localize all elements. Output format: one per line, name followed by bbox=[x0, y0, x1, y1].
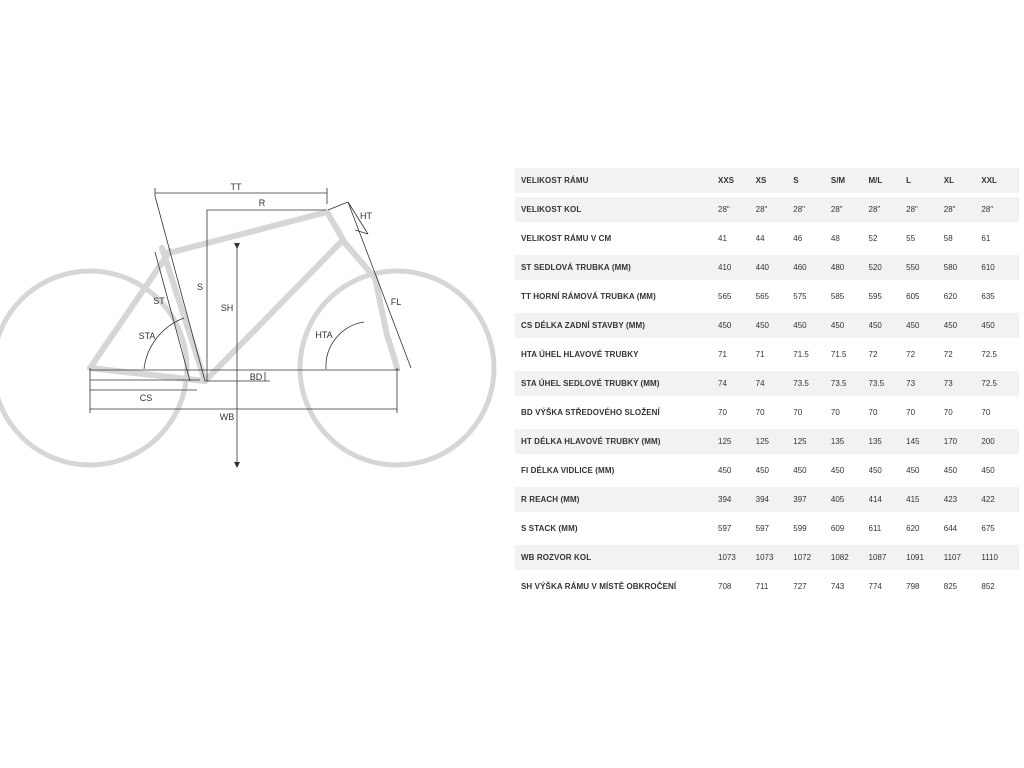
table-cell: 774 bbox=[869, 572, 907, 601]
table-cell: 450 bbox=[869, 311, 907, 340]
table-cell: 135 bbox=[831, 427, 869, 456]
label-bd: BD bbox=[249, 372, 263, 382]
row-label: HT DÉLKA HLAVOVÉ TRUBKY (MM) bbox=[515, 427, 718, 456]
table-cell: 1082 bbox=[831, 543, 869, 572]
table-cell: 1072 bbox=[793, 543, 831, 572]
geometry-table-body bbox=[515, 195, 1019, 601]
table-cell: 644 bbox=[944, 514, 982, 543]
table-cell: 620 bbox=[906, 514, 944, 543]
table-row bbox=[515, 340, 1019, 369]
size-header: XL bbox=[944, 168, 982, 195]
table-cell: 620 bbox=[944, 282, 982, 311]
table-cell: 72.5 bbox=[981, 340, 1019, 369]
table-cell: 70 bbox=[944, 398, 982, 427]
table-cell: 708 bbox=[718, 572, 756, 601]
table-cell: 70 bbox=[869, 398, 907, 427]
label-fl: FL bbox=[390, 297, 402, 307]
table-cell: 52 bbox=[869, 224, 907, 253]
table-cell: 480 bbox=[831, 253, 869, 282]
table-cell: 597 bbox=[718, 514, 756, 543]
row-label: CS DÉLKA ZADNÍ STAVBY (MM) bbox=[515, 311, 718, 340]
size-header: L bbox=[906, 168, 944, 195]
table-cell: 599 bbox=[793, 514, 831, 543]
label-cs: CS bbox=[139, 393, 153, 403]
table-cell: 70 bbox=[756, 398, 794, 427]
row-label: S STACK (MM) bbox=[515, 514, 718, 543]
table-cell: 611 bbox=[869, 514, 907, 543]
label-st: ST bbox=[153, 296, 165, 306]
table-cell: 125 bbox=[756, 427, 794, 456]
table-cell: 605 bbox=[906, 282, 944, 311]
table-cell: 575 bbox=[793, 282, 831, 311]
table-cell: 1107 bbox=[944, 543, 982, 572]
table-cell: 450 bbox=[718, 311, 756, 340]
table-cell: 73 bbox=[906, 369, 944, 398]
table-cell: 394 bbox=[718, 485, 756, 514]
table-cell: 440 bbox=[756, 253, 794, 282]
table-cell: 565 bbox=[718, 282, 756, 311]
row-label: FI DÉLKA VIDLICE (MM) bbox=[515, 456, 718, 485]
table-row bbox=[515, 311, 1019, 340]
row-label: HTA ÚHEL HLAVOVÉ TRUBKY bbox=[515, 340, 718, 369]
table-cell: 743 bbox=[831, 572, 869, 601]
table-row bbox=[515, 253, 1019, 282]
table-cell: 73.5 bbox=[869, 369, 907, 398]
table-cell: 450 bbox=[944, 311, 982, 340]
table-cell: 610 bbox=[981, 253, 1019, 282]
bike-geometry-diagram bbox=[0, 0, 505, 500]
table-cell: 48 bbox=[831, 224, 869, 253]
table-row bbox=[515, 224, 1019, 253]
table-cell: 450 bbox=[831, 311, 869, 340]
size-header: XXS bbox=[718, 168, 756, 195]
table-cell: 405 bbox=[831, 485, 869, 514]
table-row bbox=[515, 514, 1019, 543]
table-row bbox=[515, 282, 1019, 311]
row-label: BD VÝŠKA STŘEDOVÉHO SLOŽENÍ bbox=[515, 398, 718, 427]
table-row bbox=[515, 543, 1019, 572]
table-cell: 28" bbox=[793, 195, 831, 224]
row-label: VELIKOST KOL bbox=[515, 195, 718, 224]
label-s: S bbox=[196, 282, 204, 292]
table-cell: 450 bbox=[756, 311, 794, 340]
table-cell: 73.5 bbox=[831, 369, 869, 398]
table-cell: 41 bbox=[718, 224, 756, 253]
table-cell: 28" bbox=[944, 195, 982, 224]
row-label: STA ÚHEL SEDLOVÉ TRUBKY (MM) bbox=[515, 369, 718, 398]
table-cell: 825 bbox=[944, 572, 982, 601]
table-cell: 70 bbox=[718, 398, 756, 427]
table-cell: 423 bbox=[944, 485, 982, 514]
label-sta: STA bbox=[138, 331, 156, 341]
table-cell: 397 bbox=[793, 485, 831, 514]
size-header: S/M bbox=[831, 168, 869, 195]
table-cell: 145 bbox=[906, 427, 944, 456]
size-header: M/L bbox=[869, 168, 907, 195]
table-cell: 1073 bbox=[718, 543, 756, 572]
row-label: VELIKOST RÁMU V CM bbox=[515, 224, 718, 253]
table-cell: 72 bbox=[869, 340, 907, 369]
table-row bbox=[515, 427, 1019, 456]
table-cell: 28" bbox=[756, 195, 794, 224]
table-cell: 55 bbox=[906, 224, 944, 253]
row-label: ST SEDLOVÁ TRUBKA (MM) bbox=[515, 253, 718, 282]
table-cell: 798 bbox=[906, 572, 944, 601]
row-label: TT HORNÍ RÁMOVÁ TRUBKA (MM) bbox=[515, 282, 718, 311]
table-row bbox=[515, 369, 1019, 398]
header-row bbox=[515, 168, 1019, 195]
size-header: XXL bbox=[981, 168, 1019, 195]
row-label: SH VÝŠKA RÁMU V MÍSTĚ OBKROČENÍ bbox=[515, 572, 718, 601]
table-cell: 70 bbox=[831, 398, 869, 427]
geometry-table bbox=[515, 168, 1019, 603]
table-cell: 450 bbox=[981, 456, 1019, 485]
row-label: R REACH (MM) bbox=[515, 485, 718, 514]
header-label: VELIKOST RÁMU bbox=[515, 168, 718, 195]
table-cell: 170 bbox=[944, 427, 982, 456]
table-row bbox=[515, 398, 1019, 427]
table-cell: 72.5 bbox=[981, 369, 1019, 398]
table-cell: 585 bbox=[831, 282, 869, 311]
table-cell: 58 bbox=[944, 224, 982, 253]
table-cell: 70 bbox=[906, 398, 944, 427]
table-cell: 74 bbox=[718, 369, 756, 398]
table-cell: 70 bbox=[981, 398, 1019, 427]
table-row bbox=[515, 195, 1019, 224]
table-cell: 597 bbox=[756, 514, 794, 543]
table-cell: 72 bbox=[906, 340, 944, 369]
geometry-table-header bbox=[515, 168, 1019, 195]
table-cell: 74 bbox=[756, 369, 794, 398]
table-row bbox=[515, 456, 1019, 485]
table-cell: 72 bbox=[944, 340, 982, 369]
label-wb: WB bbox=[219, 412, 235, 422]
table-cell: 450 bbox=[831, 456, 869, 485]
table-cell: 28" bbox=[718, 195, 756, 224]
table-row bbox=[515, 572, 1019, 601]
bike-frame bbox=[90, 212, 397, 381]
table-cell: 609 bbox=[831, 514, 869, 543]
table-cell: 135 bbox=[869, 427, 907, 456]
table-cell: 61 bbox=[981, 224, 1019, 253]
table-cell: 450 bbox=[944, 456, 982, 485]
table-cell: 580 bbox=[944, 253, 982, 282]
table-cell: 414 bbox=[869, 485, 907, 514]
label-hta: HTA bbox=[315, 330, 333, 340]
table-cell: 1087 bbox=[869, 543, 907, 572]
table-cell: 450 bbox=[756, 456, 794, 485]
table-cell: 450 bbox=[906, 456, 944, 485]
table-cell: 595 bbox=[869, 282, 907, 311]
table-cell: 450 bbox=[793, 311, 831, 340]
table-cell: 727 bbox=[793, 572, 831, 601]
table-cell: 394 bbox=[756, 485, 794, 514]
table-cell: 28" bbox=[831, 195, 869, 224]
label-r: R bbox=[258, 198, 266, 208]
table-cell: 450 bbox=[981, 311, 1019, 340]
table-cell: 71 bbox=[718, 340, 756, 369]
table-cell: 415 bbox=[906, 485, 944, 514]
label-sh: SH bbox=[220, 303, 234, 313]
table-cell: 565 bbox=[756, 282, 794, 311]
table-cell: 1073 bbox=[756, 543, 794, 572]
table-cell: 711 bbox=[756, 572, 794, 601]
table-cell: 450 bbox=[869, 456, 907, 485]
table-cell: 71 bbox=[756, 340, 794, 369]
table-cell: 1091 bbox=[906, 543, 944, 572]
row-label: WB ROZVOR KOL bbox=[515, 543, 718, 572]
table-cell: 28" bbox=[906, 195, 944, 224]
table-cell: 460 bbox=[793, 253, 831, 282]
table-cell: 73.5 bbox=[793, 369, 831, 398]
table-cell: 852 bbox=[981, 572, 1019, 601]
label-tt: TT bbox=[230, 182, 242, 192]
table-cell: 73 bbox=[944, 369, 982, 398]
table-cell: 422 bbox=[981, 485, 1019, 514]
table-cell: 71.5 bbox=[831, 340, 869, 369]
table-cell: 125 bbox=[793, 427, 831, 456]
table-cell: 1110 bbox=[981, 543, 1019, 572]
table-cell: 46 bbox=[793, 224, 831, 253]
table-cell: 410 bbox=[718, 253, 756, 282]
label-ht: HT bbox=[360, 211, 372, 221]
table-cell: 200 bbox=[981, 427, 1019, 456]
table-cell: 635 bbox=[981, 282, 1019, 311]
table-cell: 520 bbox=[869, 253, 907, 282]
size-header: S bbox=[793, 168, 831, 195]
table-row bbox=[515, 485, 1019, 514]
table-cell: 550 bbox=[906, 253, 944, 282]
table-cell: 450 bbox=[718, 456, 756, 485]
table-cell: 44 bbox=[756, 224, 794, 253]
table-cell: 70 bbox=[793, 398, 831, 427]
table-cell: 675 bbox=[981, 514, 1019, 543]
table-cell: 71.5 bbox=[793, 340, 831, 369]
table-cell: 450 bbox=[793, 456, 831, 485]
table-cell: 28" bbox=[981, 195, 1019, 224]
table-cell: 450 bbox=[906, 311, 944, 340]
table-cell: 125 bbox=[718, 427, 756, 456]
size-header: XS bbox=[756, 168, 794, 195]
table-cell: 28" bbox=[869, 195, 907, 224]
